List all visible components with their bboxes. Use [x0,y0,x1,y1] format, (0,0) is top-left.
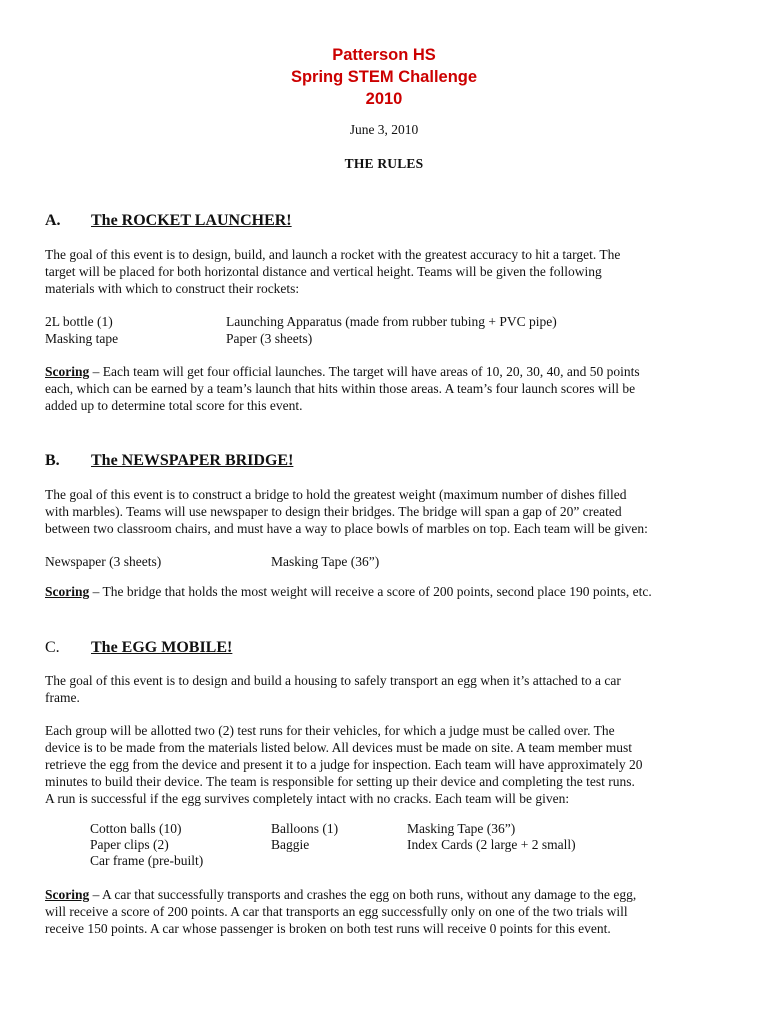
section-a-title: The ROCKET LAUNCHER! [91,212,292,229]
text-line: The goal of this event is to construct a bridge to hold the greatest weight (maximum number of dishes filled [45,487,627,502]
text-span: – The bridge that holds the most weight will receive a score of 200 points, second place 190 points, etc. [89,584,652,599]
text-line: receive 150 points. A car whose passenger is broken on both test runs will receive 0 points for this event. [45,921,611,936]
section-c-intro [45,672,725,706]
material-item: Paper (3 sheets) [226,331,313,346]
event-name: Spring STEM Challenge [290,68,478,86]
material-item: Baggie [271,837,310,852]
text-line: The goal of this event is to design, build, and launch a rocket with the greatest accuracy to hit a target. The [45,247,621,262]
text-line: between two classroom chairs, and must have a way to place bowls of marbles on top. Each team will be given: [45,521,648,536]
material-item: Masking Tape (36”) [407,821,516,836]
section-b-letter: B. [45,452,60,469]
section-a-letter: A. [45,212,61,229]
text-line: materials with which to construct their rockets: [45,281,300,296]
school-name: Patterson HS [332,46,436,64]
text-line: frame. [45,690,80,705]
text-line [45,886,725,903]
text-span: – A car that successfully transports and crashes the egg on both runs, without any damage to the egg, [89,887,637,902]
text-line: added up to determine total score for this event. [45,398,303,413]
text-line: with marbles). Teams will use newspaper to design their bridges. The bridge will span a gap of 20” created [45,504,622,519]
material-item: Newspaper (3 sheets) [45,554,162,569]
text-line [45,583,725,600]
scoring-label: Scoring [45,887,90,902]
text-line [45,363,725,380]
section-a-scoring [45,363,725,414]
section-c-letter: C. [45,639,60,656]
material-item: Masking tape [45,331,119,346]
section-c-body [45,722,725,807]
text-line: target will be placed for both horizontal distance and vertical height. Teams will be given the following [45,264,602,279]
material-item: Masking Tape (36”) [271,554,380,569]
text-line: A run is successful if the egg survives completely intact with no cracks. Each team will be given: [45,791,570,806]
section-a-heading [45,212,292,230]
section-b-intro [45,486,725,537]
text-span: – Each team will get four official launches. The target will have areas of 10, 20, 30, 40, and 50 points [89,364,640,379]
material-item: Balloons (1) [271,821,339,836]
material-item: Launching Apparatus (made from rubber tubing + PVC pipe) [226,314,557,329]
text-line: minutes to build their device. The team is responsible for setting up their device and completing the test runs. [45,774,635,789]
text-line: retrieve the egg from the device and present it to a judge for inspection. Each team will have approximately 20 [45,757,643,772]
text-line: each, which can be earned by a team’s launch that hits within those areas. A team’s four launch scores will be [45,381,636,396]
section-c-heading [45,639,232,657]
section-b-title: The NEWSPAPER BRIDGE! [91,452,294,469]
material-item: Paper clips (2) [90,837,169,852]
section-c-scoring [45,886,725,937]
title-block [0,44,768,110]
material-item: 2L bottle (1) [45,314,113,329]
scoring-label: Scoring [45,364,90,379]
event-year: 2010 [365,90,403,108]
material-item: Index Cards (2 large + 2 small) [407,837,576,852]
scoring-label: Scoring [45,584,90,599]
section-b-heading [45,452,293,470]
text-line: will receive a score of 200 points. A car that transports an egg successfully only on one of the two trials will [45,904,628,919]
document-date: June 3, 2010 [349,122,419,137]
text-line: The goal of this event is to design and build a housing to safely transport an egg when it’s attached to a car [45,673,621,688]
text-line: device is to be made from the materials listed below. All devices must be made on site. A team member must [45,740,632,755]
text-line: Each group will be allotted two (2) test runs for their vehicles, for which a judge must be called over. The [45,723,615,738]
rules-title: THE RULES [344,156,424,171]
material-item: Car frame (pre-built) [90,853,204,868]
material-item: Cotton balls (10) [90,821,182,836]
section-c-title: The EGG MOBILE! [91,639,233,656]
section-a-intro [45,246,725,297]
section-b-scoring [45,583,725,600]
